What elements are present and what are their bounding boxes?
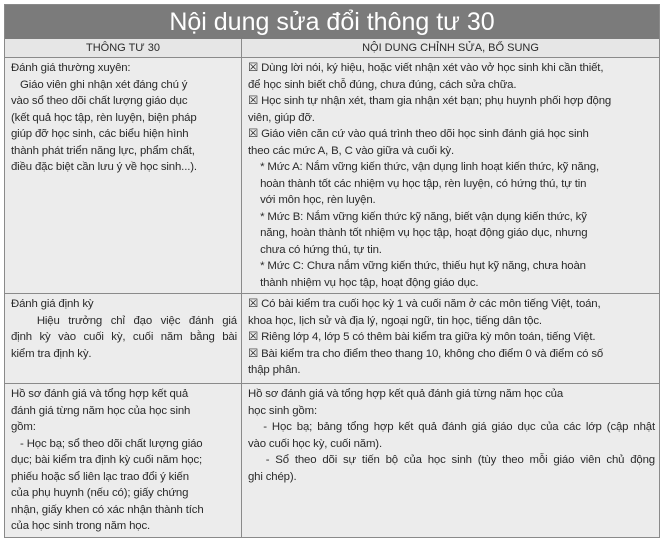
text-line: ☒ Giáo viên căn cứ vào quá trình theo dõi học sinh đánh giá học sinh [248, 128, 589, 140]
text-line: Đánh giá định kỳ [11, 298, 94, 310]
text-line: thập phân. [248, 364, 301, 376]
text-line: giúp đỡ học sinh, các biểu hiện hình [11, 128, 189, 140]
cell-right [242, 384, 659, 537]
cell-right [242, 294, 659, 383]
table-title: Nội dung sửa đổi thông tư 30 [5, 5, 659, 39]
header-row [5, 39, 659, 58]
text-line: để học sinh biết chỗ đúng, chưa đúng, cách sửa chữa. [248, 78, 517, 91]
text-line: ☒ Riêng lớp 4, lớp 5 có thêm bài kiểm tra giữa kỳ môn toán, tiếng Việt. [248, 331, 596, 343]
text-line: ☒ Dùng lời nói, ký hiệu, hoặc viết nhận xét vào vở học sinh khi cần thiết, [248, 62, 604, 74]
text-line: nhận, giấy khen có xác nhận thành tích [11, 503, 204, 516]
text-line: Hồ sơ đánh giá và tổng hợp kết quả [11, 388, 189, 400]
text-line: thành phát triển năng lực, phẩm chất, [11, 144, 195, 157]
text-line: hoàn thành tốt các nhiệm vụ học tập, rèn luyện, có hứng thú, tự tin [248, 177, 587, 190]
text-line: - Học bạ; sổ theo dõi chất lượng giáo [11, 437, 203, 450]
text-line: định kỳ vào cuối kỳ, cuối năm bằng bài [11, 331, 237, 343]
text-line: dục; bài kiểm tra định kỳ cuối năm học; [11, 454, 203, 466]
text-line: của học sinh trong năm học. [11, 520, 151, 532]
cell-right [242, 58, 659, 293]
comparison-table [4, 4, 660, 538]
cell-left [5, 58, 242, 293]
text-line: ☒ Học sinh tự nhận xét, tham gia nhận xét bạn; phụ huynh phối hợp động [248, 95, 612, 107]
text-line: năng, hoàn thành tốt nhiệm vụ học tập, hoạt động giáo dục, nhưng [248, 227, 588, 239]
text-line: * Mức A: Nắm vững kiến thức, vận dụng linh hoạt kiến thức, kỹ năng, [248, 161, 599, 173]
text-line: Đánh giá thường xuyên: [11, 62, 131, 74]
text-line: vào cuối học kỳ, cuối năm). [248, 437, 382, 450]
text-line: viên, giúp đỡ. [248, 111, 315, 124]
table-row-regular-assessment [5, 58, 659, 294]
text-line: - Sổ theo dõi sự tiến bộ của học sinh (tùy theo mỗi giáo viên chủ động [248, 454, 655, 466]
text-line: gồm: [11, 421, 36, 433]
text-line: vào sổ theo dõi chất lượng giáo dục [11, 95, 188, 107]
text-line: với môn học, rèn luyện. [248, 194, 376, 206]
table-row-periodic-assessment [5, 294, 659, 384]
text-line: Giáo viên ghi nhận xét đáng chú ý [11, 78, 188, 91]
column-header-amendments: NỘI DUNG CHỈNH SỬA, BỔ SUNG [362, 42, 539, 54]
text-line: phiếu hoặc sổ liên lạc trao đổi ý kiến [11, 470, 189, 483]
text-line: * Mức C: Chưa nắm vững kiến thức, thiếu hụt kỹ năng, chưa hoàn [248, 260, 586, 272]
text-line: ☒ Bài kiểm tra cho điểm theo thang 10, không cho điểm 0 và điểm có số [248, 347, 604, 360]
cell-left [5, 384, 242, 537]
text-line: ghi chép). [248, 470, 297, 483]
text-line: ☒ Có bài kiểm tra cuối học kỳ 1 và cuối năm ở các môn tiếng Việt, toán, [248, 298, 601, 310]
text-line: học sinh gồm: [248, 404, 317, 417]
table-row-records [5, 384, 659, 537]
text-line: Hồ sơ đánh giá và tổng hợp kết quả đánh giá từng năm học của [248, 388, 563, 400]
text-line: đánh giá từng năm học của học sinh [11, 404, 191, 417]
text-line: * Mức B: Nắm vững kiến thức kỹ năng, biết vận dụng kiến thức, kỹ [248, 210, 587, 223]
column-header-circular-30: THÔNG TƯ 30 [5, 39, 242, 57]
text-line: kiểm tra định kỳ. [11, 347, 92, 360]
text-line: thành nhiệm vụ học tập, hoạt động giáo dục. [248, 276, 479, 289]
text-line: Hiệu trưởng chỉ đạo việc đánh giá [11, 314, 237, 327]
text-line: theo các mức A, B, C vào giữa và cuối kỳ. [248, 144, 454, 157]
text-line: - Học bạ; bảng tổng hợp kết quả đánh giá giáo dục của các lớp (cập nhật [248, 421, 655, 433]
cell-left [5, 294, 242, 383]
text-line: (kết quả học tập, rèn luyện, biện pháp [11, 111, 197, 124]
text-line: điều đặc biệt cần lưu ý về học sinh...). [11, 161, 197, 173]
text-line: của phụ huynh (nếu có); giấy chứng [11, 487, 189, 499]
text-line: chưa có hứng thú, tự tin. [248, 243, 382, 256]
text-line: khoa học, lịch sử và địa lý, ngoại ngữ, tin học, tiếng dân tộc. [248, 314, 542, 327]
